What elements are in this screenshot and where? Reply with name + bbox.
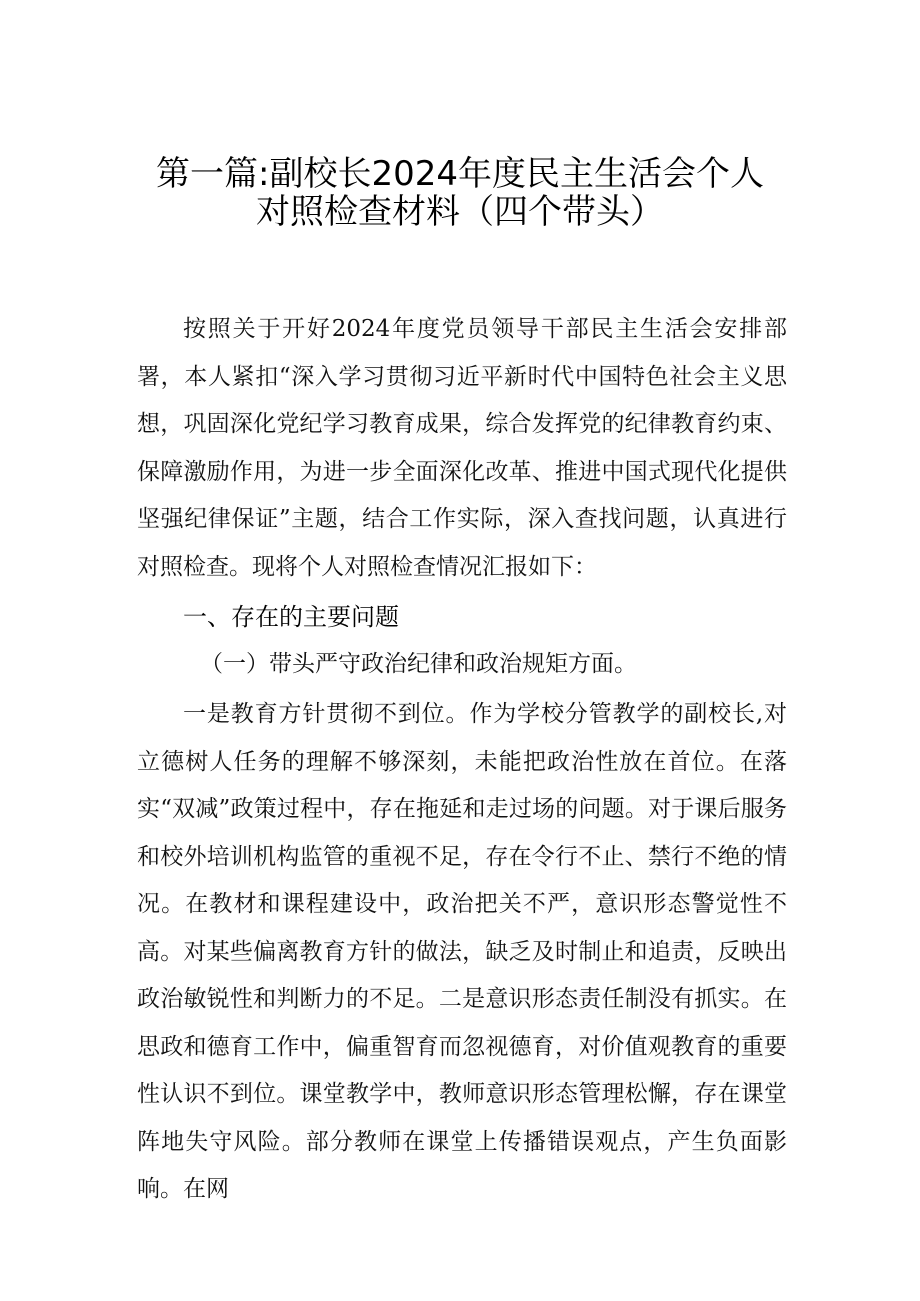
intro-paragraph: 按照关于开好2024年度党员领导干部民主生活会安排部署，本人紧扣“深入学习贯彻习近平新时代中国特色社会主义思想，巩固深化党纪学习教育成果，综合发挥党的纪律教育约束、保障激励作用，为进一步全面深化改革、推进中国式现代化提供坚强纪律保证”主题，结合工作实际，深入查找问题，认真进行对照检查。现将个人对照检查情况汇报如下：	[137, 316, 787, 580]
subsection-heading: （一）带头严守政治纪律和政治规矩方面。	[200, 651, 637, 677]
body-paragraph: 一是教育方针贯彻不到位。作为学校分管教学的副校长,对立德树人任务的理解不够深刻，未能把政治性放在首位。在落实“双减”政策过程中，存在拖延和走过场的问题。对于课后服务和校外培训机构监管的重视不足，存在令行不止、禁行不绝的情况。在教材和课程建设中，政治把关不严，意识形态警觉性不高。对某些偏离教育方针的做法，缺乏及时制止和追责，反映出政治敏锐性和判断力的不足。二是意识形态责任制没有抓实。在思政和德育工作中，偏重智育而忽视德育，对价值观教育的重要性认识不到位。课堂教学中，教师意识形态管理松懈，存在课堂阵地失守风险。部分教师在课堂上传播错误观点，产生负面影响。在网	[137, 701, 787, 1202]
document-title-line-2: 对照检查材料（四个带头）	[256, 192, 664, 232]
section-heading: 一、存在的主要问题	[183, 603, 399, 631]
document-title-line-1: 第一篇:副校长2024年度民主生活会个人	[156, 154, 764, 194]
